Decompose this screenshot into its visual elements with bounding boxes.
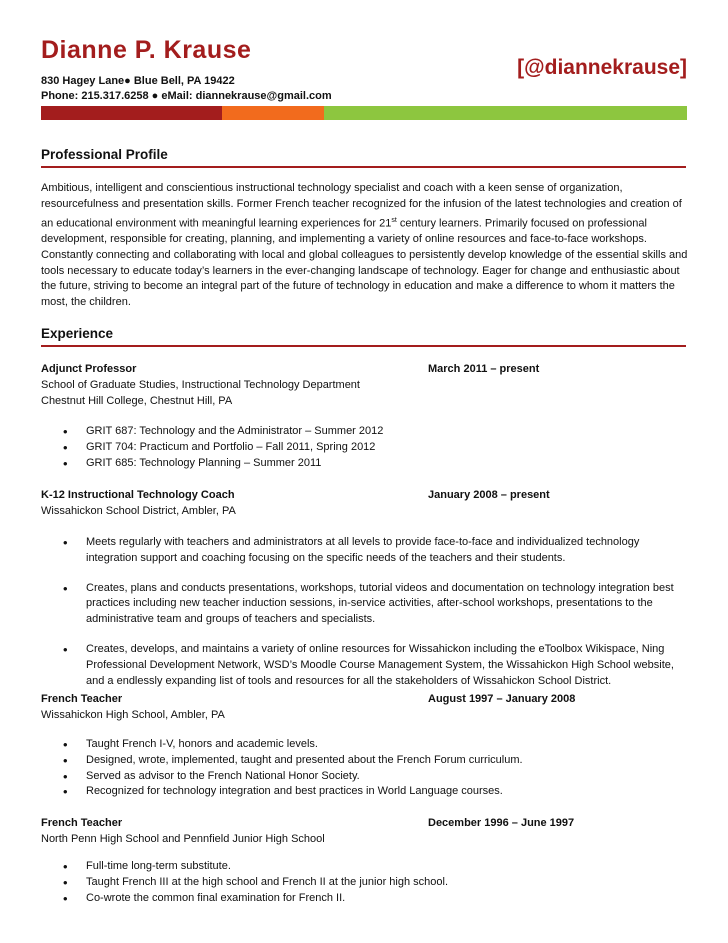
list-item: • Co-wrote the common final examination for French II. <box>63 891 687 907</box>
job-entry <box>41 488 691 520</box>
twitter-handle[interactable]: [@diannekrause] <box>517 56 687 79</box>
job-date: January 2008 – present <box>428 489 550 501</box>
job-org: Wissahickon School District, Ambler, PA <box>41 504 236 517</box>
job-title: French Teacher <box>41 693 123 705</box>
list-item: • Served as advisor to the French National Honor Society. <box>63 769 687 785</box>
list-item: • Full-time long-term substitute. <box>63 859 687 875</box>
list-item: • Taught French III at the high school and French II at the junior high school. <box>63 875 687 891</box>
job-title: French Teacher <box>41 817 123 829</box>
list-item: • Meets regularly with teachers and administrators at all levels to provide face-to-face and individualized technology integration support and coaching focusing on the specific needs of the teachers and their students. <box>63 535 687 567</box>
address-line: 830 Hagey Lane● Blue Bell, PA 19422 <box>41 75 235 87</box>
job-bullets <box>63 424 687 471</box>
job-date: December 1996 – June 1997 <box>428 817 575 829</box>
color-bar-green <box>324 106 687 120</box>
list-item: • Creates, plans and conducts presentations, workshops, tutorial videos and documentation on technology integration best practices including new teacher induction sessions, in-service activities, after-school workshops, presentations to the administrative team and groups of teachers and specialists. <box>63 581 687 628</box>
list-item: • GRIT 687: Technology and the Administrator – Summer 2012 <box>63 424 687 440</box>
job-org: Wissahickon High School, Ambler, PA <box>41 708 225 721</box>
job-org: School of Graduate Studies, Instructional Technology Department <box>41 378 360 391</box>
list-item: • Creates, develops, and maintains a variety of online resources for Wissahickon including the eToolbox Wikispace, Ning Professional Development Network, WSD’s Moodle Course Management System, the Wissahickon High School website, and a endlessly expanding list of tools and resources for all the stakeholders of Wissahickon School District. <box>63 642 687 689</box>
job-org: North Penn High School and Pennfield Junior High School <box>41 832 325 845</box>
color-bar-orange <box>222 106 324 120</box>
profile-heading: Professional Profile <box>41 147 168 162</box>
list-item: • Designed, wrote, implemented, taught and presented about the French Forum curriculum. <box>63 753 687 769</box>
list-item: • Recognized for technology integration and best practices in World Language courses. <box>63 784 687 800</box>
resume-name: Dianne P. Krause <box>41 36 252 64</box>
job-title: Adjunct Professor <box>41 363 137 375</box>
job-entry <box>41 692 691 724</box>
list-item: • GRIT 704: Practicum and Portfolio – Fall 2011, Spring 2012 <box>63 440 687 456</box>
job-entry <box>41 362 691 409</box>
job-title: K-12 Instructional Technology Coach <box>41 489 235 501</box>
list-item: • GRIT 685: Technology Planning – Summer 2011 <box>63 456 687 472</box>
color-bar-red <box>41 106 222 120</box>
job-bullets <box>63 859 687 906</box>
experience-divider <box>41 345 686 347</box>
experience-heading: Experience <box>41 326 114 341</box>
job-org: Chestnut Hill College, Chestnut Hill, PA <box>41 394 233 407</box>
job-bullets <box>63 737 687 800</box>
profile-divider <box>41 166 686 168</box>
job-date: March 2011 – present <box>428 363 540 375</box>
profile-summary: Ambitious, intelligent and conscientious instructional technology specialist and coach with a keen sense of organization, resourcefulness and presentation skills. Former French teacher recognized for the infusion of the latest technologies and creation of an educational environment with meaningful learning experiences for 21st century learners. Primarily focused on professional development, responsible for creating, planning, and implementing a variety of online resources and face-to-face workshops. Constantly connecting and collaborating with local and global colleagues to persistently develop knowledge of the essential skills and tools necessary to educate today’s learners in the ever-changing landscape of technology. Eager for change and enthusiastic about the future, striving to become an integral part of the future of technology in education and make a difference to whom it matters the most, the children. <box>41 182 688 309</box>
job-date: August 1997 – January 2008 <box>428 693 576 705</box>
job-entry <box>41 816 691 848</box>
job-bullets <box>63 535 687 689</box>
phone-email-line: Phone: 215.317.6258 ● eMail: diannekrause@gmail.com <box>41 90 332 102</box>
list-item: • Taught French I-V, honors and academic levels. <box>63 737 687 753</box>
